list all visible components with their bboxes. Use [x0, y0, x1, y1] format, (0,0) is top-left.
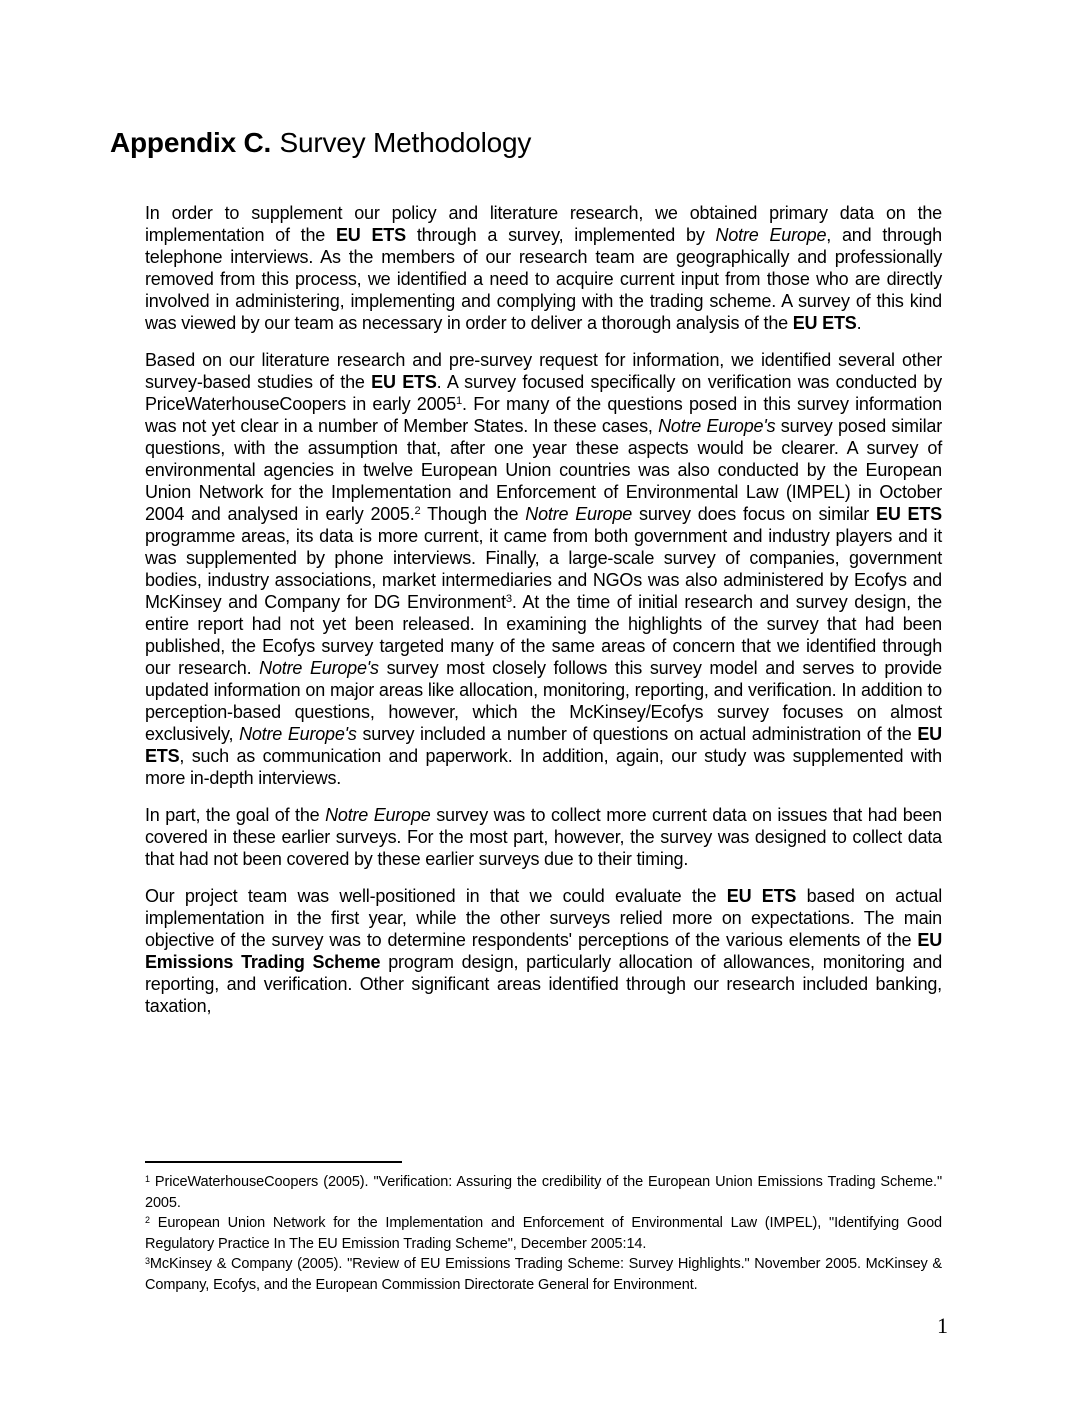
footnote-2: $^2$ European Union Network for the Implementation and Enforcement of Environmental Law (IMPEL), "Identifying Good Regulatory Practice In The EU Emission Trading Scheme", December 2005:14.: [145, 1214, 942, 1252]
footnote-1: $^1$ PriceWaterhouseCoopers (2005). "Verification: Assuring the credibility of the European Union Emissions Trading Scheme." 2005.: [145, 1173, 942, 1211]
page-title: [110, 128, 531, 158]
footnote-3: $^3$McKinsey & Company (2005). "Review of EU Emissions Trading Scheme: Survey Highlights." November 2005. McKinsey & Company, Ecofys, and the European Commission Directorate General for Environment.: [145, 1255, 942, 1293]
paragraph-survey-goal: In part, the goal of the Notre Europe survey was to collect more current data on issues that had been covered in these earlier surveys. For the most part, however, the survey was designed to collect data that had not been covered by these earlier surveys due to their timing.: [145, 805, 942, 869]
page-title-text: Survey Methodology: [279, 127, 532, 158]
paragraph-project-team: Our project team was well-positioned in that we could evaluate the EU ETS based on actual implementation in the first year, while the other surveys relied more on expectations. The main objective of the survey was to determine respondents' perceptions of the various elements of the EU Emissions Trading Scheme program design, particularly allocation of allowances, monitoring and reporting, and verification. Other significant areas identified through our research included banking, taxation,: [145, 886, 943, 1016]
page-title-appendix-label: Appendix C.: [110, 127, 272, 158]
footnote-list: [145, 1172, 942, 1295]
paragraph-prior-surveys: Based on our literature research and pre-survey request for information, we identified several other survey-based studies of the EU ETS. A survey focused specifically on verification was conducted by PriceWaterhouseCoopers in early 2005$^1$. For many of the questions posed in this survey information was not yet clear in a number of Member States. In these cases, Notre Europe's survey posed similar questions, with the assumption that, after one year these aspects would be clearer. A survey of environmental agencies in twelve European Union countries was also conducted by the European Union Network for the Implementation and Enforcement of Environmental Law (IMPEL) in October 2004 and analysed in early 2005.$^2$ Though the Notre Europe survey does focus on similar EU ETS programme areas, its data is more current, it came from both government and industry players and it was supplemented by phone interviews. Finally, a large-scale survey of companies, government bodies, industry associations, market intermediaries and NGOs was also administered by Ecofys and McKinsey and Company for DG Environment$^3$. At the time of initial research and survey design, the entire report had not yet been released. In examining the highlights of the survey that had been published, the Ecofys survey targeted many of the same areas of concern that we identified through our research. Notre Europe's survey most closely follows this survey model and serves to provide updated information on major areas like allocation, monitoring, reporting, and verification. In addition to perception-based questions, however, which the McKinsey/Ecofys survey focuses on almost exclusively, Notre Europe's survey included a number of questions on actual administration of the EU ETS, such as communication and paperwork. In addition, again, our study was supplemented with more in-depth interviews.: [145, 350, 943, 788]
page-number: 1: [937, 1313, 948, 1338]
document-body: [145, 202, 942, 1032]
footnote-separator-rule: [145, 1161, 402, 1163]
paragraph-intro: In order to supplement our policy and literature research, we obtained primary data on the implementation of the EU ETS through a survey, implemented by Notre Europe, and through telephone interviews. As the members of our research team are geographically and professionally removed from this process, we identified a need to acquire current input from those who are directly involved in administering, implementing and complying with the trading scheme. A survey of this kind was viewed by our team as necessary in order to deliver a thorough analysis of the EU ETS.: [145, 203, 942, 333]
